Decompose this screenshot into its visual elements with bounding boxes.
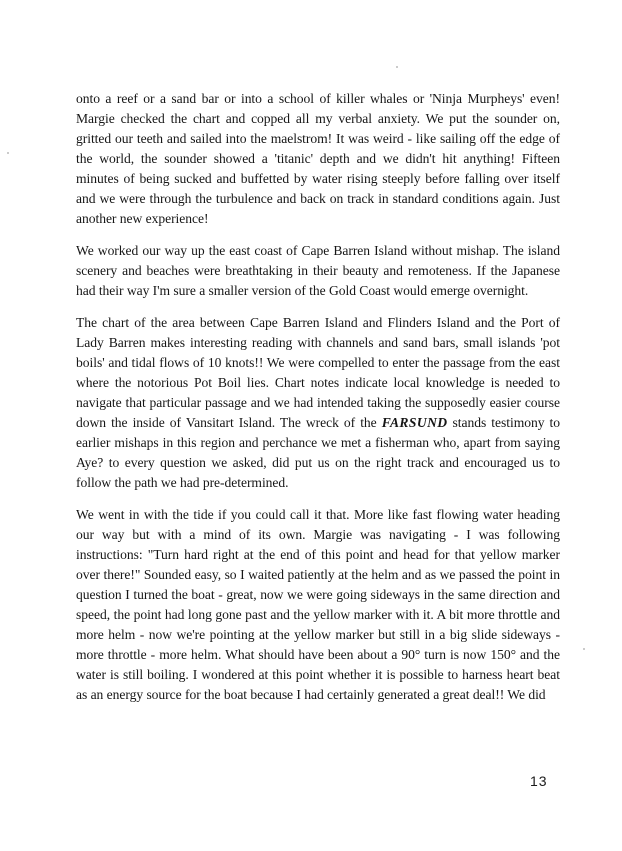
body-text <box>76 89 560 705</box>
paragraph-text-after-ship: stands testimony to earlier mishaps in this region and perchance we met a fisherman who, apart from saying Aye? to every question we asked, did put us on the right track and encouraged us to follow the path we had pre-determined. <box>76 415 561 490</box>
paragraph-reef-crossing: onto a reef or a sand bar or into a school of killer whales or 'Ninja Murpheys' even! Margie checked the chart and copped all my verbal anxiety. We put the sounder on, gritted our teeth and sailed into the maelstrom! It was weird - like sailing off the edge of the world, the sounder showed a 'titanic' depth and we didn't hit anything! Fifteen minutes of being sucked and buffetted by water rising steeply before falling over itself and we were through the turbulence and back on track in standard conditions again. Just another new experience! <box>76 91 560 226</box>
paragraph-chart-area <box>76 313 560 493</box>
scan-speck <box>396 66 398 68</box>
scan-speck <box>583 648 585 650</box>
page-number: 13 <box>530 773 548 789</box>
paragraph-tide-passage: We went in with the tide if you could call it that. More like fast flowing water heading our way but with a mind of its own. Margie was navigating - I was following instructions: "Turn hard right at the end of this point and head for that yellow marker over there!" Sounded easy, so I waited patiently at the helm and as we passed the point in question I turned the boat - great, now we were going sideways in the same direction and speed, the point had long gone past and the yellow marker with it. A bit more throttle and more helm - now we're pointing at the yellow marker but still in a big slide sideways - more throttle - more helm. What should have been about a 90° turn is now 150° and the water is still boiling. I wondered at this point whether it is possible to harness heart beat as an energy source for the boat because I had certainly generated a great deal!! We did <box>76 507 560 702</box>
scan-speck <box>7 152 9 154</box>
paragraph-text-before-ship: The chart of the area between Cape Barren Island and Flinders Island and the Port of Lady Barren makes interesting reading with channels and sand bars, small islands 'pot boils' and tidal flows of 10 knots!! We were compelled to enter the passage from the east where the notorious Pot Boil lies. Chart notes indicate local knowledge is needed to navigate that particular passage and we had intended taking the supposedly easier course down the inside of Vansitart Island. The wreck of the <box>76 315 560 430</box>
ship-name: FARSUND <box>381 415 448 430</box>
paragraph-cape-barren-coast: We worked our way up the east coast of Cape Barren Island without mishap. The island scenery and beaches were breathtaking in their beauty and remoteness. If the Japanese had their way I'm sure a smaller version of the Gold Coast would emerge overnight. <box>76 243 560 298</box>
